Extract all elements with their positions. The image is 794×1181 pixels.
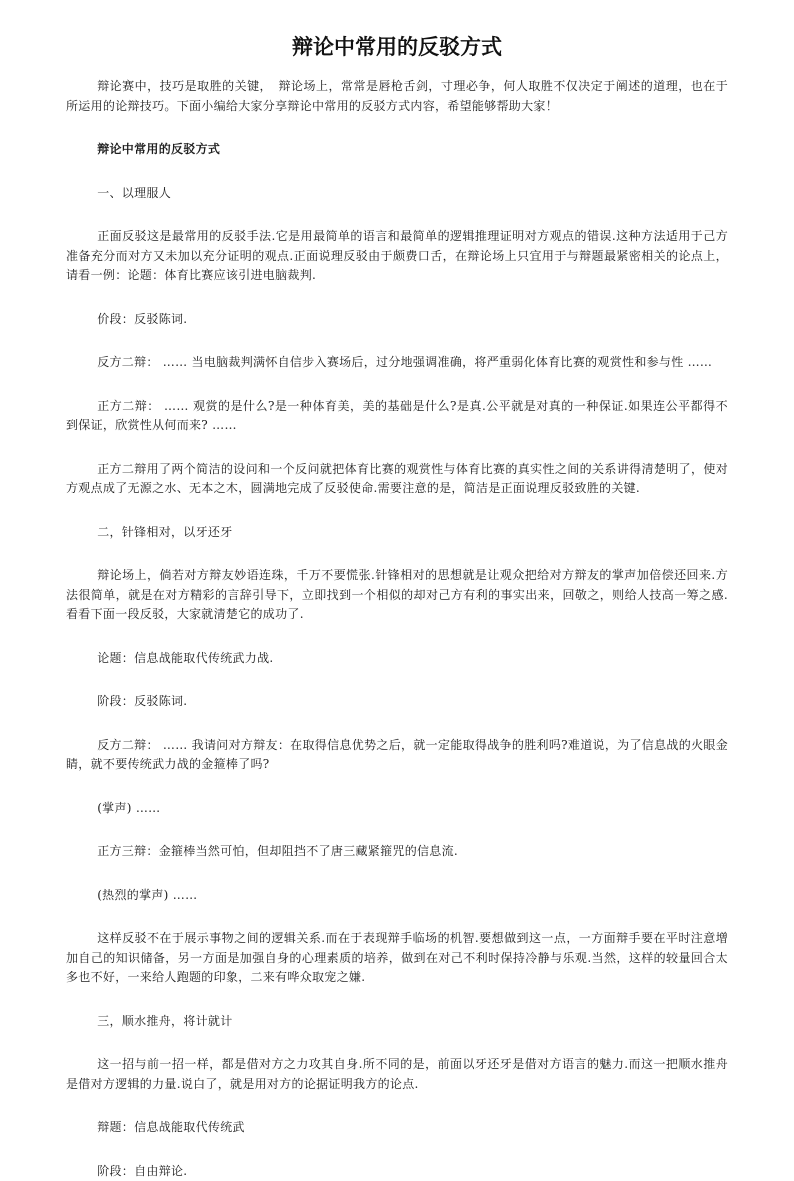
intro-paragraph: 辩论赛中，技巧是取胜的关键， 辩论场上，常常是唇枪舌剑，寸理必争，何人取胜不仅决定于阐述的道理，也在于所运用的论辩技巧。下面小编给大家分享辩论中常用的反驳方式内容，希望能够帮助大家！ [66, 77, 728, 116]
section-heading: 辩论中常用的反驳方式 [66, 140, 728, 160]
body-paragraph: 正方二辩用了两个简洁的设问和一个反问就把体育比赛的观赏性与体育比赛的真实性之间的关系讲得清楚明了，使对方观点成了无源之水、无本之木，圆满地完成了反驳使命.需要注意的是，简洁是正面说理反驳致胜的关键. [66, 460, 728, 499]
body-paragraph: 这一招与前一招一样，都是借对方之力攻其自身.所不同的是，前面以牙还牙是借对方语言的魅力.而这一把顺水推舟是借对方逻辑的力量.说白了，就是用对方的论据证明我方的论点. [66, 1055, 728, 1094]
body-paragraph: 这样反驳不在于展示事物之间的逻辑关系.而在于表现辩手临场的机智.要想做到这一点，一方面辩手要在平时注意增加自己的知识储备，另一方面是加强自身的心理素质的培养，做到在对己不利时保持冷静与乐观.当然，这样的较量回合太多也不好，一来给人跑题的印象，二来有哗众取宠之嫌. [66, 929, 728, 988]
body-paragraph: 辩论场上，倘若对方辩友妙语连珠，千万不要慌张.针锋相对的思想就是让观众把给对方辩友的掌声加倍偿还回来.方法很简单，就是在对方精彩的言辞引导下，立即找到一个相似的却对己方有利的事实出来，回敬之，则给人技高一筹之感.看看下面一段反驳，大家就清楚它的成功了. [66, 566, 728, 625]
body-paragraph: 论题：信息战能取代传统武力战. [66, 649, 728, 669]
body-paragraph: 反方二辩： …… 我请问对方辩友：在取得信息优势之后，就一定能取得战争的胜利吗?难道说，为了信息战的火眼金睛，就不要传统武力战的金箍棒了吗? [66, 736, 728, 775]
subsection-heading: 三，顺水推舟，将计就计 [66, 1012, 728, 1032]
body-paragraph: 阶段：反驳陈词. [66, 692, 728, 712]
body-paragraph: 正方三辩：金箍棒当然可怕，但却阻挡不了唐三藏紧箍咒的信息流. [66, 842, 728, 862]
subsection-heading: 一、以理服人 [66, 184, 728, 204]
body-paragraph: 正方二辩： …… 观赏的是什么?是一种体育美，美的基础是什么?是真.公平就是对真的一种保证.如果连公平都得不到保证，欣赏性从何而来? …… [66, 397, 728, 436]
body-paragraph: 反方二辩： …… 当电脑裁判满怀自信步入赛场后，过分地强调准确，将严重弱化体育比赛的观赏性和参与性 …… [66, 353, 728, 373]
body-paragraph: (掌声) …… [66, 799, 728, 819]
subsection-heading: 二，针锋相对，以牙还牙 [66, 523, 728, 543]
body-paragraph: 辩题：信息战能取代传统武 [66, 1118, 728, 1138]
article-body [66, 77, 728, 1181]
page-title: 辩论中常用的反驳方式 [0, 33, 794, 61]
body-paragraph: 阶段：自由辩论. [66, 1162, 728, 1181]
body-paragraph: (热烈的掌声) …… [66, 886, 728, 906]
body-paragraph: 价段：反驳陈词. [66, 310, 728, 330]
body-paragraph: 正面反驳这是最常用的反驳手法.它是用最简单的语言和最简单的逻辑推理证明对方观点的错误.这种方法适用于己方准备充分而对方又未加以充分证明的观点.正面说理反驳由于颇费口舌，在辩论场上只宜用于与辩题最紧密相关的论点上，请看一例：论题：体育比赛应该引进电脑裁判. [66, 227, 728, 286]
